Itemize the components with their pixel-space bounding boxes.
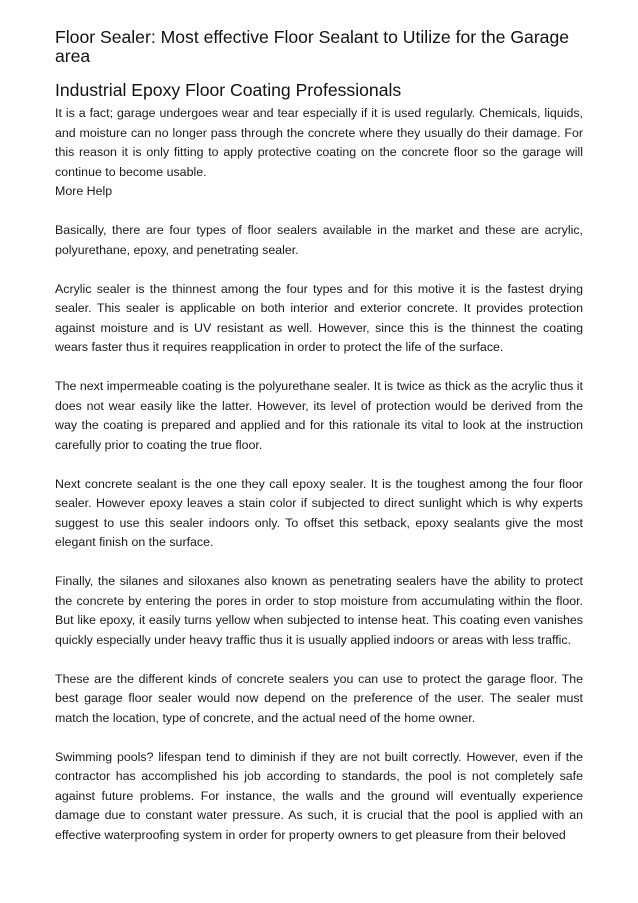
intro-paragraph: It is a fact; garage undergoes wear and tear especially if it is used regularly. Chemicals, liquids, and moisture can no longer pass through the concrete where they usually do their damage. For this reason it is only fitting to apply protective coating on the concrete floor so the garage will continue to become usable.: [55, 106, 583, 179]
paragraph-conclusion: These are the different kinds of concrete sealers you can use to protect the garage floor. The best garage floor sealer would now depend on the preference of the user. The sealer must match the location, type of concrete, and the actual need of the home owner.: [55, 671, 583, 725]
document-subtitle: Industrial Epoxy Floor Coating Professionals: [55, 80, 402, 100]
paragraph-epoxy: Next concrete sealant is the one they call epoxy sealer. It is the toughest among the four floor sealer. However epoxy leaves a stain color if subjected to direct sunlight which is why experts suggest to use this sealer indoors only. To offset this setback, epoxy sealants give the most elegant finish on the surface.: [55, 476, 583, 549]
more-help-link[interactable]: More Help: [55, 184, 113, 198]
paragraph-penetrating: Finally, the silanes and siloxanes also known as penetrating sealers have the ability to protect the concrete by entering the pores in order to stop moisture from accumulating within the floor. But like epoxy, it easily turns yellow when subjected to intense heat. This coating even vanishes quickly especially under heavy traffic thus it is usually applied indoors or areas with less traffic.: [55, 574, 583, 647]
document-page: [55, 28, 583, 845]
paragraph-polyurethane: The next impermeable coating is the polyurethane sealer. It is twice as thick as the acrylic thus it does not wear easily like the latter. However, its level of protection would be derived from the way the coating is prepared and applied and for this rationale its vital to look at the instruction carefully prior to coating the true floor.: [55, 379, 583, 452]
paragraph-acrylic: Acrylic sealer is the thinnest among the four types and for this motive it is the fastest drying sealer. This sealer is applicable on both interior and exterior concrete. It provides protection against moisture and is UV resistant as well. However, since this is the thinnest the coating wears faster thus it requires reapplication in order to protect the life of the surface.: [55, 281, 583, 354]
paragraph-swimming-pools: Swimming pools? lifespan tend to diminish if they are not built correctly. However, even if the contractor has accomplished his job according to standards, the pool is not completely safe against future problems. For instance, the walls and the ground will eventually experience damage due to constant water pressure. As such, it is crucial that the pool is applied with an effective waterproofing system in order for property owners to get pleasure from their beloved: [55, 749, 583, 842]
document-title: Floor Sealer: Most effective Floor Sealant to Utilize for the Garage area: [55, 27, 570, 66]
paragraph-sealer-types: Basically, there are four types of floor sealers available in the market and these are acrylic, polyurethane, epoxy, and penetrating sealer.: [55, 223, 583, 257]
